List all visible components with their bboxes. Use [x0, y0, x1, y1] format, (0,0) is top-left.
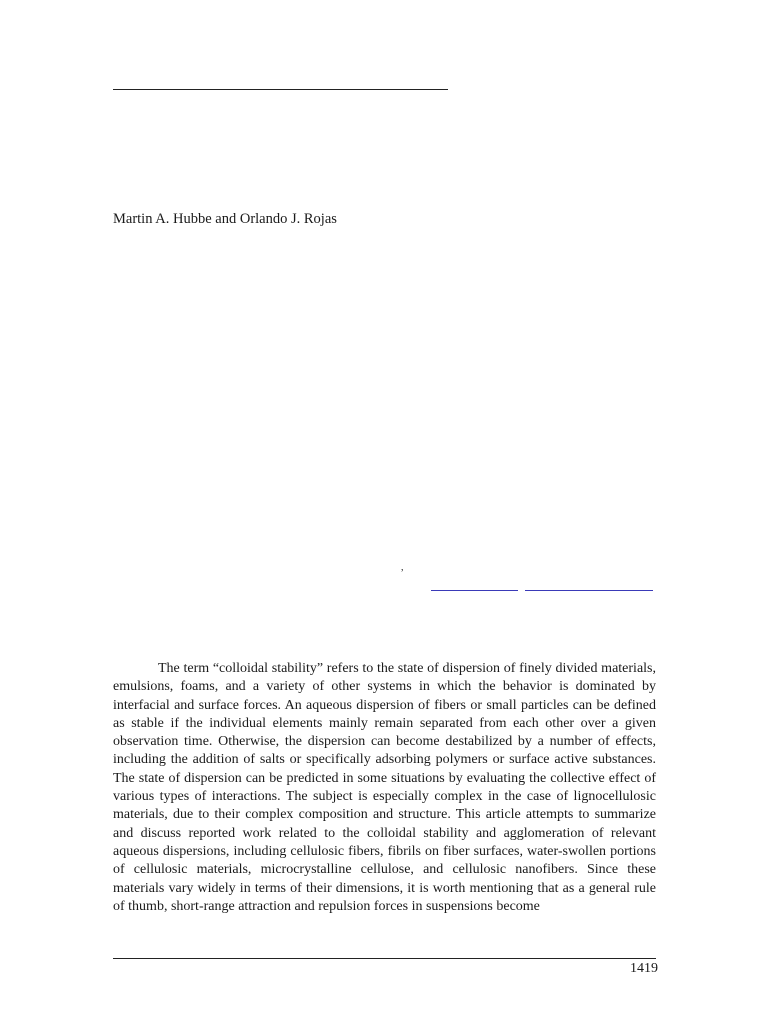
abstract-paragraph: The term “colloidal stability” refers to the state of dispersion of finely divided materials, emulsions, foams, and a variety of other systems in which the behavior is dominated by interfacial and surface forces. An aqueous dispersion of fibers or small particles can be defined as stable if the individual elements mainly remain separated from each other over a given observation time. Otherwise, the dispersion can become destabilized by a number of effects, including the addition of salts or specifically adsorbing polymers or surface active substances. The state of dispersion can be predicted in some situations by evaluating the collective effect of various types of interactions. The subject is especially complex in the case of lignocellulosic materials, due to their complex composition and structure. This article attempts to summarize and discuss reported work related to the colloidal stability and agglomeration of relevant aqueous dispersions, including cellulosic fibers, fibrils on fiber surfaces, water-swollen portions of cellulosic materials, microcrystalline cellulose, and cellulosic nanofibers. Since these materials vary widely in terms of their dimensions, it is worth mentioning that as a general rule of thumb, short-range attraction and repulsion forces in suspensions become: [113, 661, 656, 914]
page-number: 1419: [630, 961, 658, 976]
email-link-2-underline[interactable]: [525, 590, 653, 591]
email-link-1-underline[interactable]: [431, 590, 518, 591]
footer-rule: [113, 958, 656, 959]
affiliation-fragment: ,: [401, 562, 404, 573]
header-rule: [113, 89, 448, 90]
author-names: Martin A. Hubbe and Orlando J. Rojas: [113, 211, 337, 227]
